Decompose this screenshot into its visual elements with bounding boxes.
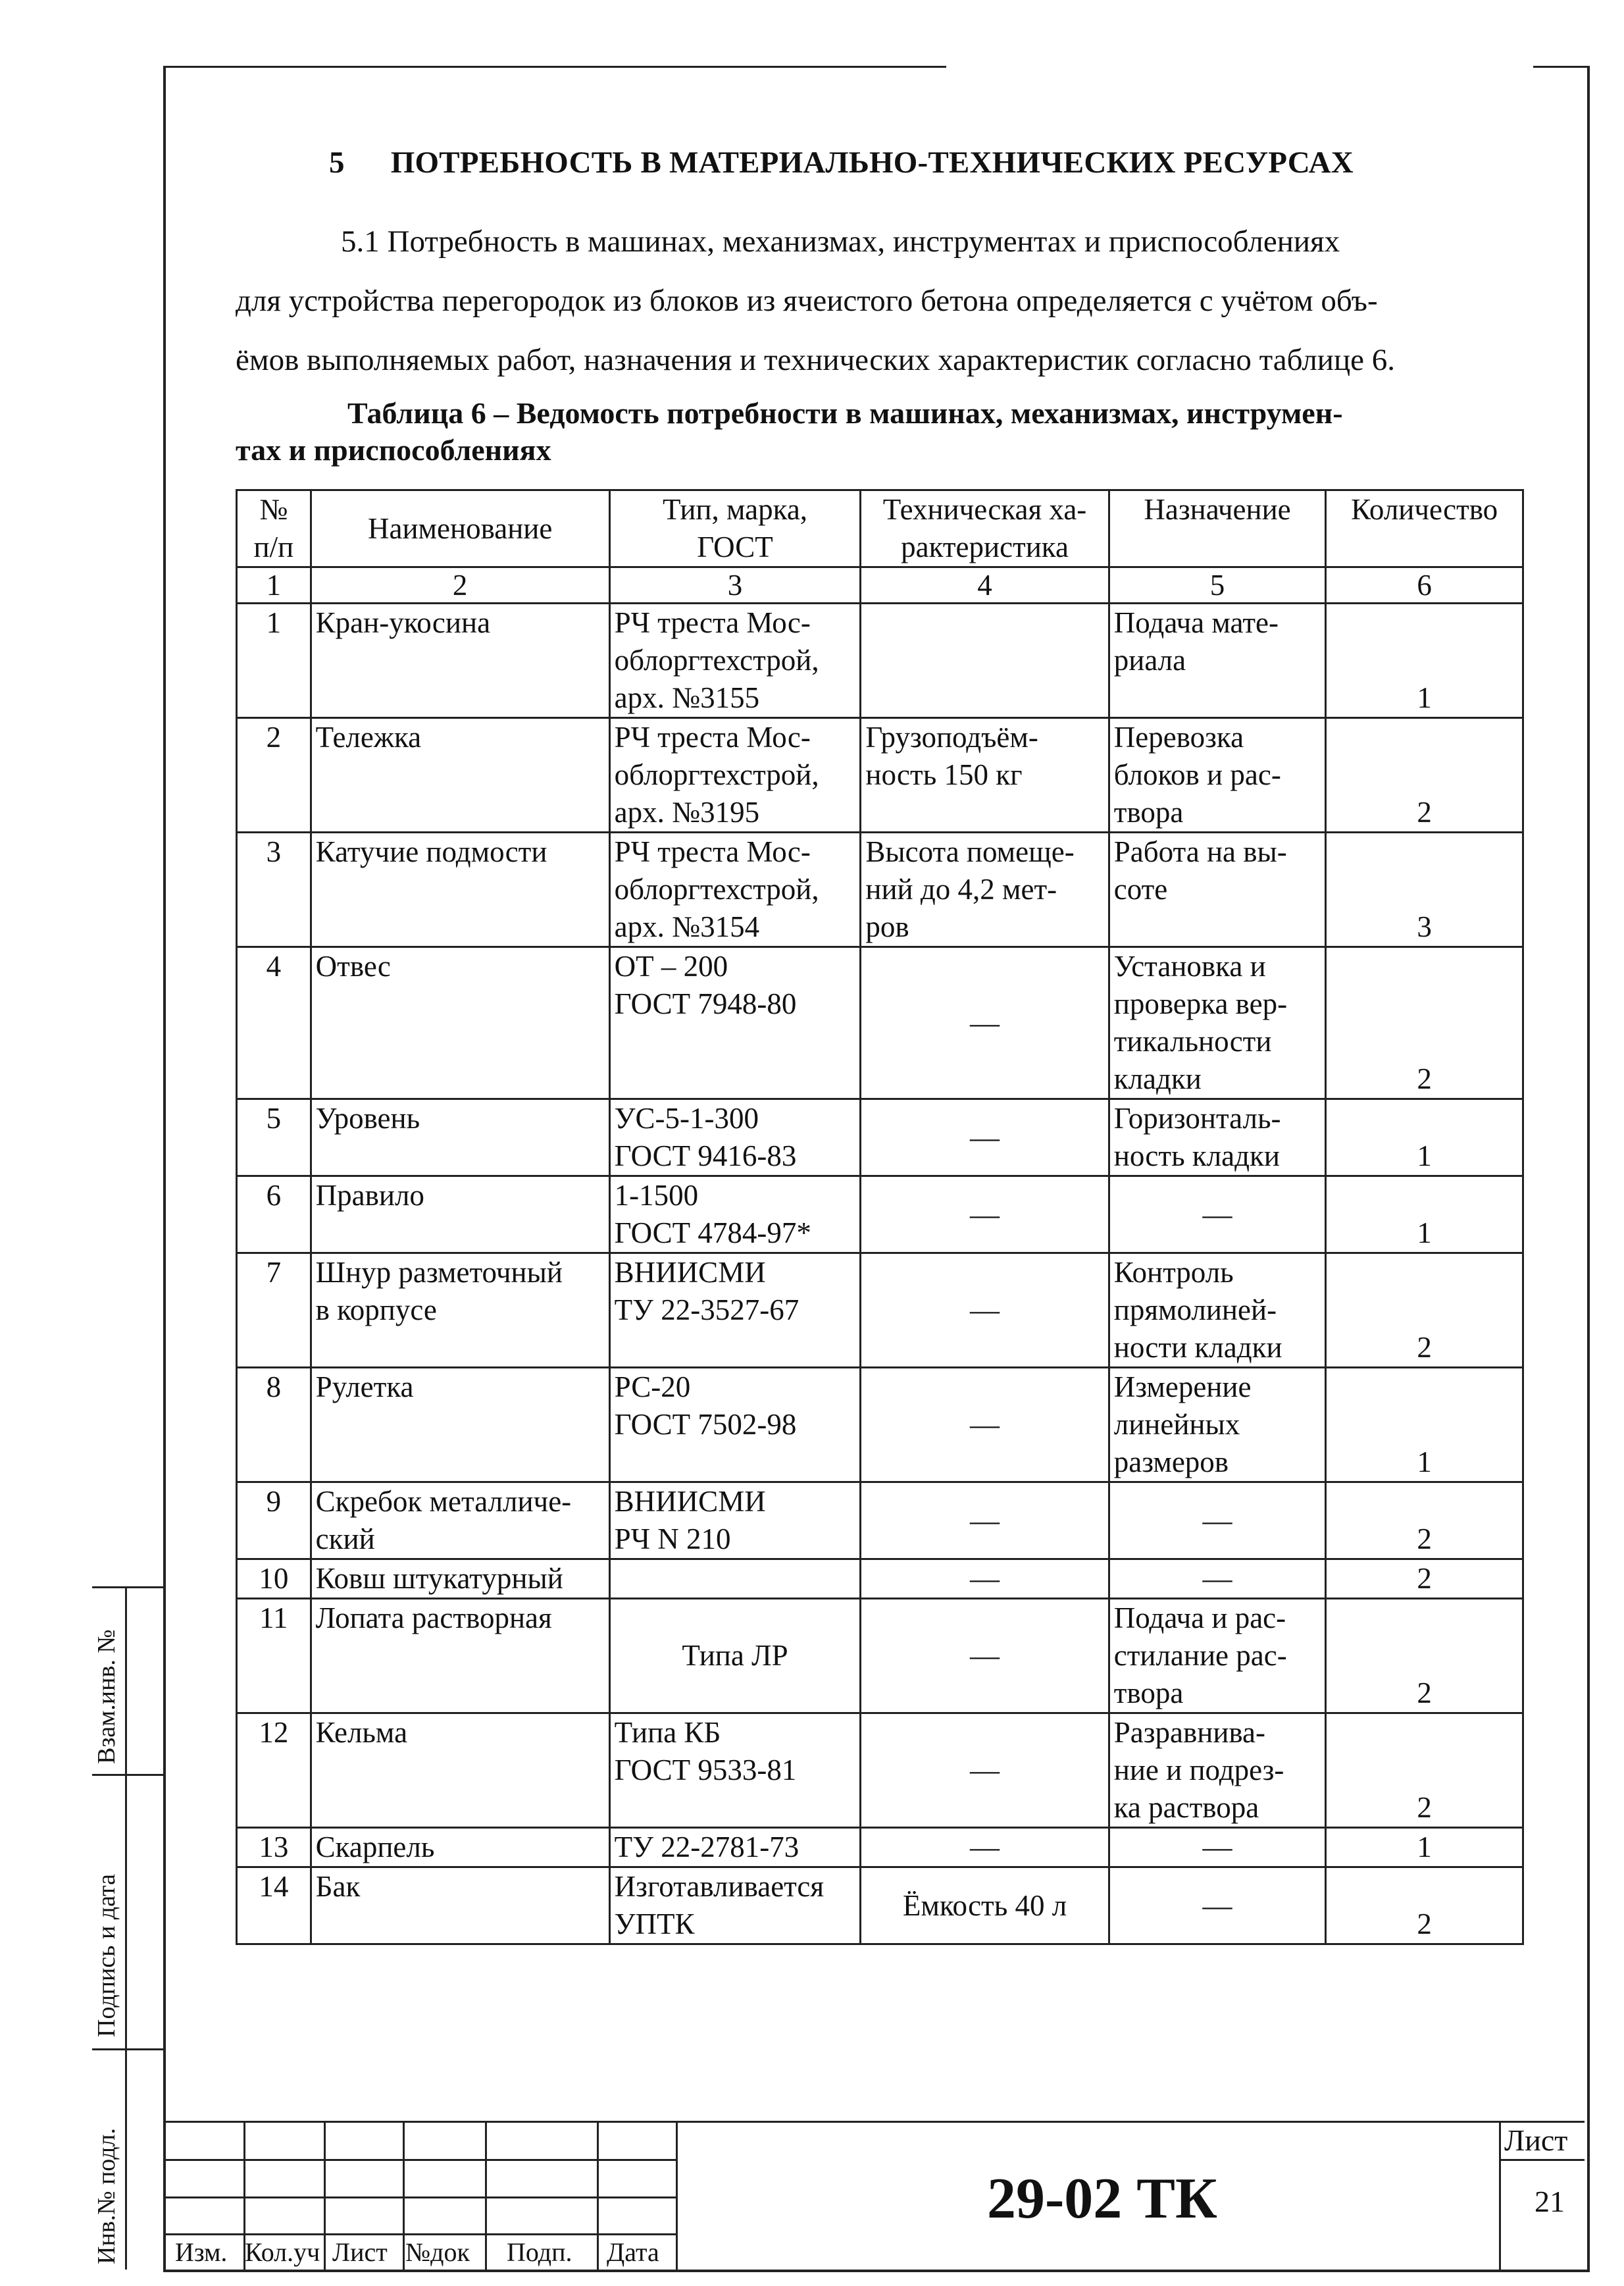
document-code: 29-02 ТК <box>987 2167 1217 2231</box>
table-row <box>237 1176 1523 1253</box>
row-purpose <box>1109 1176 1326 1253</box>
cell-line: прямолиней- <box>1113 1293 1277 1326</box>
paragraph-line: ёмов выполняемых работ, назначения и технических характеристик согласно таблице 6. <box>236 343 1395 377</box>
cell-line: Высота помеще- <box>865 835 1075 868</box>
cell-line: — <box>970 1408 1000 1441</box>
section-heading: ПОТРЕБНОСТЬ В МАТЕРИАЛЬНО-ТЕХНИЧЕСКИХ РЕСУРСАХ <box>390 145 1354 180</box>
cell-line: Перевозка <box>1113 721 1244 754</box>
row-name <box>311 1368 609 1482</box>
cell-line: Лопата растворная <box>315 1601 552 1634</box>
cell-line: Подача мате- <box>1113 606 1279 639</box>
cell-line: Горизонталь- <box>1113 1102 1281 1135</box>
header-type: Тип, марка, ГОСТ <box>609 490 861 567</box>
cell-line: блоков и рас- <box>1113 758 1281 791</box>
cell-line: соте <box>1113 873 1168 906</box>
row-quantity: 1 <box>1326 1099 1523 1176</box>
cell-line: кладки <box>1113 1062 1202 1095</box>
row-quantity: 2 <box>1326 1559 1523 1599</box>
cell-line: Скребок металличе- <box>315 1485 572 1518</box>
row-name <box>311 833 609 947</box>
cell-line: риала <box>1113 644 1186 677</box>
tb-col-podp: Подп. <box>507 2237 572 2267</box>
row-type <box>609 1713 861 1828</box>
row-quantity: 2 <box>1326 1713 1523 1828</box>
row-name <box>311 1176 609 1253</box>
tb-col-data: Дата <box>607 2237 659 2267</box>
row-purpose <box>1109 718 1326 833</box>
tb-line <box>676 2121 678 2270</box>
row-name <box>311 1867 609 1944</box>
cell-line: Тележка <box>315 721 422 754</box>
tb-line <box>324 2121 326 2270</box>
cell-line: арх. №3155 <box>614 681 760 714</box>
cell-line: арх. №3195 <box>614 796 760 829</box>
row-type <box>609 1867 861 1944</box>
row-name <box>311 1253 609 1368</box>
row-spec <box>861 1713 1109 1828</box>
stamp-line <box>92 1774 163 1776</box>
row-name <box>311 1828 609 1867</box>
row-number: 3 <box>237 833 311 947</box>
cell-line: Разравнива- <box>1113 1716 1266 1749</box>
col-number: 5 <box>1109 567 1326 604</box>
row-purpose <box>1109 1482 1326 1559</box>
cell-line: Правило <box>315 1179 424 1212</box>
header-name: Наименование <box>311 490 609 567</box>
cell-line: Измерение <box>1113 1370 1252 1403</box>
cell-line: Ёмкость 40 л <box>902 1888 1067 1922</box>
stamp-line <box>92 2048 163 2050</box>
row-number: 1 <box>237 604 311 718</box>
cell-line: Типа ЛР <box>682 1639 788 1672</box>
table-row <box>237 1559 1523 1599</box>
row-purpose <box>1109 1867 1326 1944</box>
row-quantity: 1 <box>1326 1368 1523 1482</box>
row-name <box>311 947 609 1099</box>
cell-line: — <box>1202 1562 1232 1595</box>
tb-line <box>597 2121 599 2270</box>
table-row <box>237 1867 1523 1944</box>
cell-line: Подача и рас- <box>1113 1601 1286 1634</box>
tb-line <box>403 2121 405 2270</box>
cell-line: Рулетка <box>315 1370 414 1403</box>
header-number: № п/п <box>237 490 311 567</box>
section-title <box>329 145 1354 180</box>
tb-line <box>166 2233 676 2235</box>
row-spec <box>861 1559 1109 1599</box>
tb-col-izm: Изм. <box>175 2237 228 2267</box>
col-number: 4 <box>861 567 1109 604</box>
cell-line: ТУ 22-3527-67 <box>614 1293 799 1326</box>
stamp-podpis-label: Подпись и дата <box>93 1873 120 2037</box>
row-purpose <box>1109 1368 1326 1482</box>
sheet-label: Лист <box>1504 2123 1568 2157</box>
row-quantity: 2 <box>1326 1482 1523 1559</box>
cell-line: арх. №3154 <box>614 910 760 943</box>
row-spec <box>861 1253 1109 1368</box>
table-row <box>237 833 1523 947</box>
paragraph-5-1 <box>236 212 1509 390</box>
cell-line: 1-1500 <box>614 1179 699 1212</box>
row-name <box>311 1482 609 1559</box>
row-number: 4 <box>237 947 311 1099</box>
cell-line: — <box>970 1197 1000 1231</box>
row-purpose <box>1109 1099 1326 1176</box>
cell-line: размеров <box>1113 1445 1229 1478</box>
paragraph-line: для устройства перегородок из блоков из ячеистого бетона определяется с учётом объ- <box>236 284 1378 318</box>
row-name <box>311 718 609 833</box>
cell-line: твора <box>1113 796 1184 829</box>
cell-line: ГОСТ 4784-97* <box>614 1216 811 1249</box>
row-type <box>609 1828 861 1867</box>
col-number: 1 <box>237 567 311 604</box>
tb-col-koluch: Кол.уч <box>245 2237 320 2267</box>
stamp-inv-label: Инв.№ подл. <box>93 2127 120 2264</box>
cell-line: Скарпель <box>315 1831 435 1863</box>
cell-line: ности кладки <box>1113 1331 1282 1364</box>
cell-line: ка раствора <box>1113 1791 1259 1824</box>
cell-line: Работа на вы- <box>1113 835 1287 868</box>
tb-col-list: Лист <box>332 2237 388 2267</box>
row-spec <box>861 718 1109 833</box>
row-quantity: 2 <box>1326 1253 1523 1368</box>
cell-line: — <box>970 1831 1000 1863</box>
section-number: 5 <box>329 145 345 180</box>
row-name <box>311 1599 609 1713</box>
header-spec: Техническая ха- рактеристика <box>861 490 1109 567</box>
cell-line: твора <box>1113 1676 1184 1709</box>
cell-line: — <box>970 1562 1000 1595</box>
row-type <box>609 1176 861 1253</box>
row-spec <box>861 947 1109 1099</box>
cell-line: — <box>1202 1503 1232 1537</box>
row-number: 11 <box>237 1599 311 1713</box>
cell-line: Отвес <box>315 950 391 983</box>
equipment-table <box>236 489 1524 1945</box>
table-caption-line: тах и приспособлениях <box>236 433 551 467</box>
row-purpose <box>1109 604 1326 718</box>
row-purpose <box>1109 947 1326 1099</box>
frame-top-line-right <box>1533 66 1587 68</box>
cell-line: Бак <box>315 1870 361 1903</box>
header-quantity: Количество <box>1326 490 1523 567</box>
table-row <box>237 1099 1523 1176</box>
cell-line: ГОСТ 7502-98 <box>614 1408 797 1441</box>
row-spec <box>861 1482 1109 1559</box>
cell-line: — <box>970 1120 1000 1154</box>
cell-line: ТУ 22-2781-73 <box>614 1831 799 1863</box>
cell-line: Установка и <box>1113 950 1266 983</box>
header-purpose: Назначение <box>1109 490 1326 567</box>
cell-line: ность кладки <box>1113 1139 1280 1172</box>
row-quantity: 2 <box>1326 1867 1523 1944</box>
row-purpose <box>1109 1559 1326 1599</box>
cell-line: облоргтехстрой, <box>614 644 819 677</box>
table-row <box>237 1253 1523 1368</box>
table-row <box>237 1828 1523 1867</box>
row-type <box>609 718 861 833</box>
cell-line: ГОСТ 7948-80 <box>614 987 797 1020</box>
row-number: 2 <box>237 718 311 833</box>
cell-line: УПТК <box>614 1908 695 1940</box>
table-caption-line: Таблица 6 – Ведомость потребности в машинах, механизмах, инструмен- <box>347 396 1343 430</box>
row-type <box>609 1253 861 1368</box>
cell-line: ГОСТ 9533-81 <box>614 1753 797 1786</box>
row-number: 12 <box>237 1713 311 1828</box>
table-row <box>237 718 1523 833</box>
row-quantity: 2 <box>1326 718 1523 833</box>
cell-line: РЧ треста Мос- <box>614 721 811 754</box>
row-spec <box>861 1599 1109 1713</box>
cell-line: Уровень <box>315 1102 420 1135</box>
cell-line: РЧ треста Мос- <box>614 606 811 639</box>
col-number: 3 <box>609 567 861 604</box>
stamp-vzam-label: Взам.инв. № <box>93 1629 120 1764</box>
row-name <box>311 604 609 718</box>
cell-line: облоргтехстрой, <box>614 758 819 791</box>
cell-line: ский <box>315 1522 375 1555</box>
row-spec <box>861 604 1109 718</box>
cell-line: линейных <box>1113 1408 1240 1441</box>
row-quantity: 1 <box>1326 1828 1523 1867</box>
row-quantity: 1 <box>1326 1176 1523 1253</box>
cell-line: тикальности <box>1113 1025 1272 1058</box>
row-type <box>609 1099 861 1176</box>
cell-line: ОТ – 200 <box>614 950 728 983</box>
row-purpose <box>1109 1828 1326 1867</box>
tb-line <box>166 2159 676 2161</box>
frame-top-line <box>163 66 946 68</box>
cell-line: — <box>970 1639 1000 1672</box>
cell-line: проверка вер- <box>1113 987 1288 1020</box>
cell-line: — <box>970 1503 1000 1537</box>
row-name <box>311 1099 609 1176</box>
table-row <box>237 604 1523 718</box>
row-number: 14 <box>237 1867 311 1944</box>
row-spec <box>861 1176 1109 1253</box>
cell-line: ГОСТ 9416-83 <box>614 1139 797 1172</box>
row-spec <box>861 1368 1109 1482</box>
row-type <box>609 833 861 947</box>
table-row <box>237 1368 1523 1482</box>
cell-line: ВНИИСМИ <box>614 1485 766 1518</box>
cell-line: РС-20 <box>614 1370 691 1403</box>
cell-line: РЧ N 210 <box>614 1522 731 1555</box>
cell-line: Контроль <box>1113 1256 1234 1289</box>
row-number: 8 <box>237 1368 311 1482</box>
tb-col-ndok: №док <box>405 2237 470 2267</box>
row-type <box>609 1368 861 1482</box>
cell-line: Шнур разметочный <box>315 1256 563 1289</box>
cell-line: — <box>1202 1888 1232 1922</box>
row-quantity: 3 <box>1326 833 1523 947</box>
table-caption <box>236 395 1483 469</box>
row-spec <box>861 1867 1109 1944</box>
cell-line: — <box>970 1006 1000 1039</box>
row-number: 6 <box>237 1176 311 1253</box>
cell-line: Типа КБ <box>614 1716 721 1749</box>
table-row <box>237 947 1523 1099</box>
row-quantity: 2 <box>1326 1599 1523 1713</box>
cell-line <box>615 1560 856 1598</box>
row-number: 9 <box>237 1482 311 1559</box>
row-purpose <box>1109 1713 1326 1828</box>
row-type <box>609 1559 861 1599</box>
row-spec <box>861 1828 1109 1867</box>
cell-line: Грузоподъём- <box>865 721 1038 754</box>
cell-line: ний до 4,2 мет- <box>865 873 1057 906</box>
cell-line: УС-5-1-300 <box>614 1102 759 1135</box>
row-name <box>311 1713 609 1828</box>
cell-line <box>865 642 1104 679</box>
table-row <box>237 1599 1523 1713</box>
cell-line: ров <box>865 910 909 943</box>
row-type <box>609 1482 861 1559</box>
cell-line: — <box>1202 1831 1232 1863</box>
stamp-vertical-line <box>125 1586 127 2270</box>
paragraph-line: 5.1 Потребность в машинах, механизмах, инструментах и приспособлениях <box>341 224 1340 259</box>
row-quantity: 1 <box>1326 604 1523 718</box>
cell-line: ние и подрез- <box>1113 1753 1284 1786</box>
row-number: 10 <box>237 1559 311 1599</box>
table-column-numbers <box>237 567 1523 604</box>
row-spec <box>861 1099 1109 1176</box>
table-row <box>237 1482 1523 1559</box>
tb-line <box>166 2196 676 2198</box>
row-purpose <box>1109 1599 1326 1713</box>
row-type <box>609 1599 861 1713</box>
stamp-line <box>92 1586 163 1588</box>
cell-line: стилание рас- <box>1113 1639 1287 1672</box>
row-spec <box>861 833 1109 947</box>
cell-line: РЧ треста Мос- <box>614 835 811 868</box>
tb-line <box>166 2121 1585 2123</box>
cell-line: Катучие подмости <box>315 835 547 868</box>
cell-line: — <box>970 1293 1000 1326</box>
row-number: 7 <box>237 1253 311 1368</box>
cell-line: облоргтехстрой, <box>614 873 819 906</box>
table-row <box>237 1713 1523 1828</box>
table-header-row <box>237 490 1523 567</box>
row-quantity: 2 <box>1326 947 1523 1099</box>
tb-line <box>485 2121 487 2270</box>
cell-line: — <box>1202 1197 1232 1231</box>
col-number: 2 <box>311 567 609 604</box>
row-number: 13 <box>237 1828 311 1867</box>
cell-line: Изготавливается <box>614 1870 825 1903</box>
row-purpose <box>1109 833 1326 947</box>
tb-line <box>1499 2121 1501 2270</box>
cell-line: Кран-укосина <box>315 606 491 639</box>
row-name <box>311 1559 609 1599</box>
tb-line <box>1499 2159 1585 2161</box>
col-number: 6 <box>1326 567 1523 604</box>
cell-line: — <box>970 1753 1000 1786</box>
cell-line: в корпусе <box>315 1293 437 1326</box>
row-number: 5 <box>237 1099 311 1176</box>
row-purpose <box>1109 1253 1326 1368</box>
row-type <box>609 947 861 1099</box>
row-type <box>609 604 861 718</box>
cell-line: Ковш штукатурный <box>315 1562 563 1595</box>
sheet-number: 21 <box>1535 2185 1565 2218</box>
cell-line: Кельма <box>315 1716 408 1749</box>
cell-line: ность 150 кг <box>865 758 1023 791</box>
cell-line: ВНИИСМИ <box>614 1256 766 1289</box>
